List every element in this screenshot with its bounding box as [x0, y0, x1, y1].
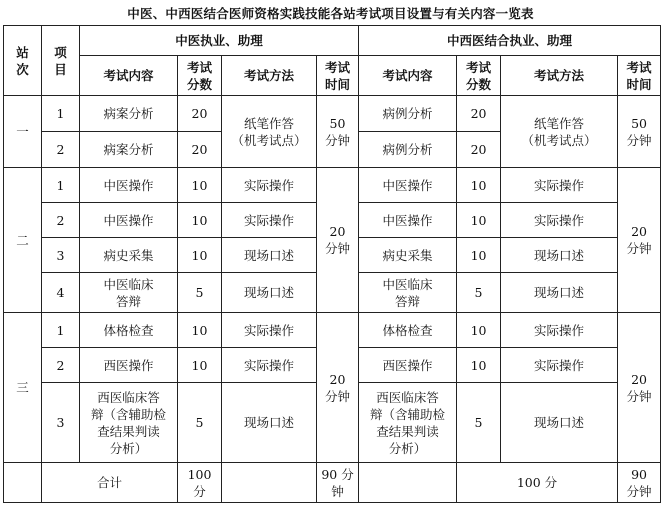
int-content: 中医操作 — [359, 203, 457, 238]
total-tcm-score: 100 分 — [178, 463, 222, 503]
header-station: 站 次 — [4, 26, 42, 96]
int-method: 现场口述 — [501, 383, 618, 463]
int-content: 病例分析 — [359, 132, 457, 168]
int-time: 20 分钟 — [618, 313, 661, 463]
tcm-content: 西医临床答 辩（含辅助检 查结果判读 分析） — [80, 383, 178, 463]
tcm-method: 现场口述 — [222, 273, 317, 313]
tcm-method: 实际操作 — [222, 348, 317, 383]
header-group-tcm: 中医执业、助理 — [80, 26, 359, 56]
tcm-score: 10 — [178, 348, 222, 383]
int-content: 病例分析 — [359, 96, 457, 132]
tcm-time: 20 分钟 — [317, 168, 359, 313]
tcm-content: 病案分析 — [80, 96, 178, 132]
tcm-content: 西医操作 — [80, 348, 178, 383]
int-method: 实际操作 — [501, 313, 618, 348]
total-int-content-empty — [359, 463, 457, 503]
item-number: 1 — [42, 168, 80, 203]
item-number: 4 — [42, 273, 80, 313]
header-tcm-time: 考试 时间 — [317, 56, 359, 96]
item-number: 2 — [42, 203, 80, 238]
int-score: 5 — [457, 383, 501, 463]
tcm-content: 中医操作 — [80, 203, 178, 238]
table-row — [4, 168, 661, 203]
tcm-method: 实际操作 — [222, 313, 317, 348]
tcm-content: 病案分析 — [80, 132, 178, 168]
int-content: 中医临床 答辩 — [359, 273, 457, 313]
tcm-method: 实际操作 — [222, 203, 317, 238]
table-row — [4, 313, 661, 348]
total-int-score: 100 分 — [457, 463, 618, 503]
tcm-score: 5 — [178, 383, 222, 463]
exam-items-table — [3, 25, 661, 503]
tcm-time: 20 分钟 — [317, 313, 359, 463]
tcm-method: 现场口述 — [222, 383, 317, 463]
int-method: 现场口述 — [501, 273, 618, 313]
header-int-time: 考试 时间 — [618, 56, 661, 96]
total-int-time: 90 分钟 — [618, 463, 661, 503]
tcm-score: 10 — [178, 313, 222, 348]
item-number: 1 — [42, 313, 80, 348]
tcm-content: 中医临床 答辩 — [80, 273, 178, 313]
item-number: 2 — [42, 132, 80, 168]
item-number: 3 — [42, 238, 80, 273]
total-tcm-method-empty — [222, 463, 317, 503]
header-tcm-score: 考试 分数 — [178, 56, 222, 96]
int-score: 10 — [457, 203, 501, 238]
station-two: 二 — [4, 168, 42, 313]
int-score: 5 — [457, 273, 501, 313]
tcm-time: 50 分钟 — [317, 96, 359, 168]
int-score: 20 — [457, 132, 501, 168]
total-station-empty — [4, 463, 42, 503]
total-tcm-time: 90 分 钟 — [317, 463, 359, 503]
int-score: 10 — [457, 238, 501, 273]
table-row — [4, 96, 661, 132]
int-score: 10 — [457, 168, 501, 203]
int-time: 50 分钟 — [618, 96, 661, 168]
int-content: 中医操作 — [359, 168, 457, 203]
tcm-method: 现场口述 — [222, 238, 317, 273]
header-int-score: 考试 分数 — [457, 56, 501, 96]
int-score: 20 — [457, 96, 501, 132]
table-row-total — [4, 463, 661, 503]
tcm-content: 中医操作 — [80, 168, 178, 203]
header-tcm-method: 考试方法 — [222, 56, 317, 96]
int-method: 实际操作 — [501, 348, 618, 383]
table-title: 中医、中西医结合医师资格实践技能各站考试项目设置与有关内容一览表 — [127, 6, 534, 21]
tcm-method: 实际操作 — [222, 168, 317, 203]
station-three: 三 — [4, 313, 42, 463]
int-content: 西医临床答 辩（含辅助检 查结果判读 分析） — [359, 383, 457, 463]
item-number: 2 — [42, 348, 80, 383]
header-item: 项 目 — [42, 26, 80, 96]
tcm-score: 20 — [178, 132, 222, 168]
tcm-content: 体格检查 — [80, 313, 178, 348]
int-content: 体格检查 — [359, 313, 457, 348]
tcm-content: 病史采集 — [80, 238, 178, 273]
header-group-integrated: 中西医结合执业、助理 — [359, 26, 661, 56]
int-method: 实际操作 — [501, 168, 618, 203]
tcm-score: 10 — [178, 168, 222, 203]
int-method: 实际操作 — [501, 203, 618, 238]
total-label: 合计 — [42, 463, 178, 503]
header-tcm-content: 考试内容 — [80, 56, 178, 96]
item-number: 3 — [42, 383, 80, 463]
tcm-score: 10 — [178, 238, 222, 273]
header-int-method: 考试方法 — [501, 56, 618, 96]
station-one: 一 — [4, 96, 42, 168]
tcm-score: 10 — [178, 203, 222, 238]
tcm-method: 纸笔作答 （机考试点） — [222, 96, 317, 168]
int-content: 病史采集 — [359, 238, 457, 273]
int-score: 10 — [457, 313, 501, 348]
int-method: 纸笔作答 （机考试点） — [501, 96, 618, 168]
int-method: 现场口述 — [501, 238, 618, 273]
item-number: 1 — [42, 96, 80, 132]
tcm-score: 5 — [178, 273, 222, 313]
tcm-score: 20 — [178, 96, 222, 132]
int-time: 20 分钟 — [618, 168, 661, 313]
int-content: 西医操作 — [359, 348, 457, 383]
int-score: 10 — [457, 348, 501, 383]
header-int-content: 考试内容 — [359, 56, 457, 96]
